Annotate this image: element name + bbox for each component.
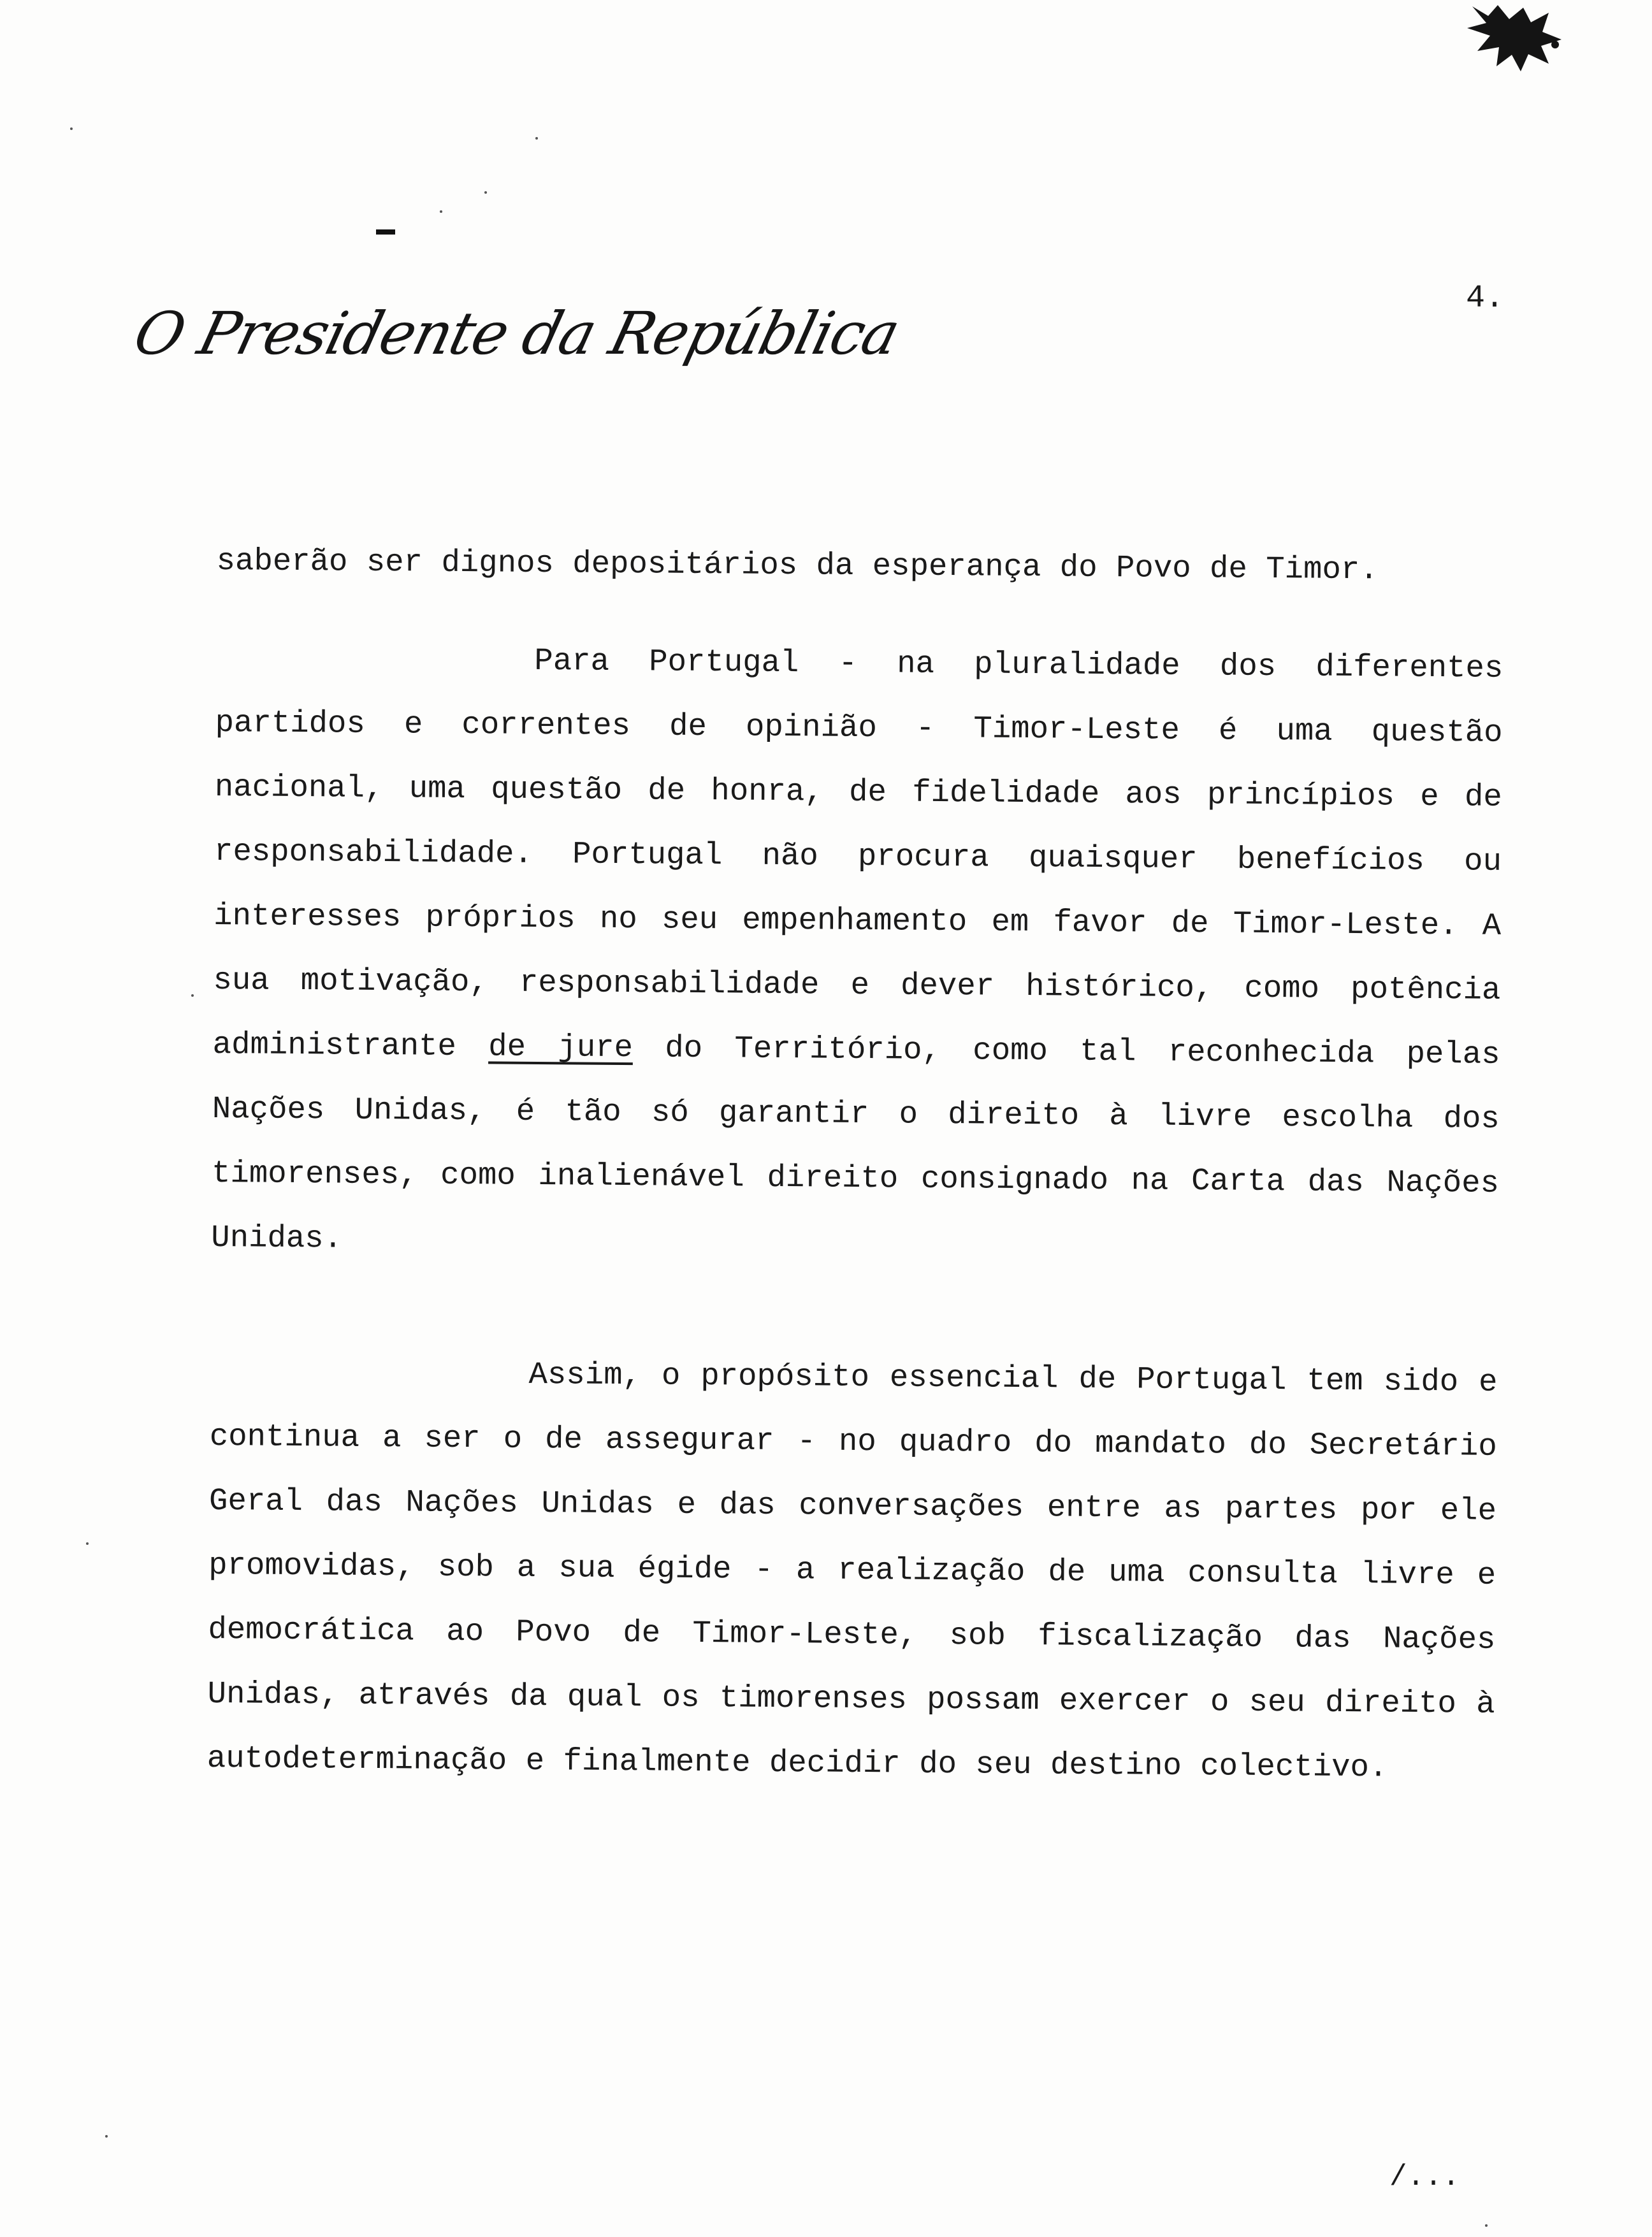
scan-speck — [484, 191, 487, 194]
emphasis-de-jure: de jure — [488, 1029, 634, 1066]
paragraph-2-text-a: Para Portugal - na pluralidade dos diferentes partidos e correntes de opinião - Timor-Leste é uma questão nacional, uma questão de honra, de fidelidade aos princípios e de responsabilidade. Portugal não procura quaisquer benefícios ou interesses próprios no seu empenhamento em favor de Timor-Leste. A sua motivação, responsabilidade e dever histórico, como potência administrante — [212, 642, 1503, 1064]
page-number: 4. — [1466, 280, 1505, 317]
paragraph-3: Assim, o propósito essencial de Portugal tem sido e continua a ser o de assegurar - no quadro do mandato do Secretário Geral das Nações Unidas e das conversações entre as partes por ele promovidas, sob a sua égide - a realização de uma consulta livre e democrática ao Povo de Timor-Leste, sob fiscalização das Nações Unidas, através da qual os timorenses possam exercer o seu direito à autodeterminação e finalmente decidir do seu destino colectivo. — [207, 1356, 1498, 1786]
scan-speck — [86, 1542, 89, 1545]
paragraph-2-text-b: do Território, como tal reconhecida pelas Nações Unidas, é tão só garantir o direito à livre escolha dos timorenses, como inalienável direito consignado na Carta das Nações Unidas. — [211, 1030, 1500, 1257]
paragraph-1: saberão ser dignos depositários da esperança do Povo de Timor. — [216, 542, 1379, 588]
letterhead: O Presidente da República — [127, 300, 906, 368]
scan-speck — [70, 127, 73, 130]
emblem-icon — [1460, 0, 1568, 76]
scan-speck — [535, 137, 538, 140]
stray-mark — [376, 229, 395, 235]
continuation-mark: /... — [1389, 2161, 1460, 2194]
paragraph-2 — [211, 626, 1503, 1280]
scan-speck — [1485, 2224, 1488, 2227]
scan-speck — [191, 994, 194, 997]
letter-body — [207, 529, 1504, 1871]
scan-speck — [105, 2135, 108, 2138]
scan-speck — [440, 210, 442, 213]
